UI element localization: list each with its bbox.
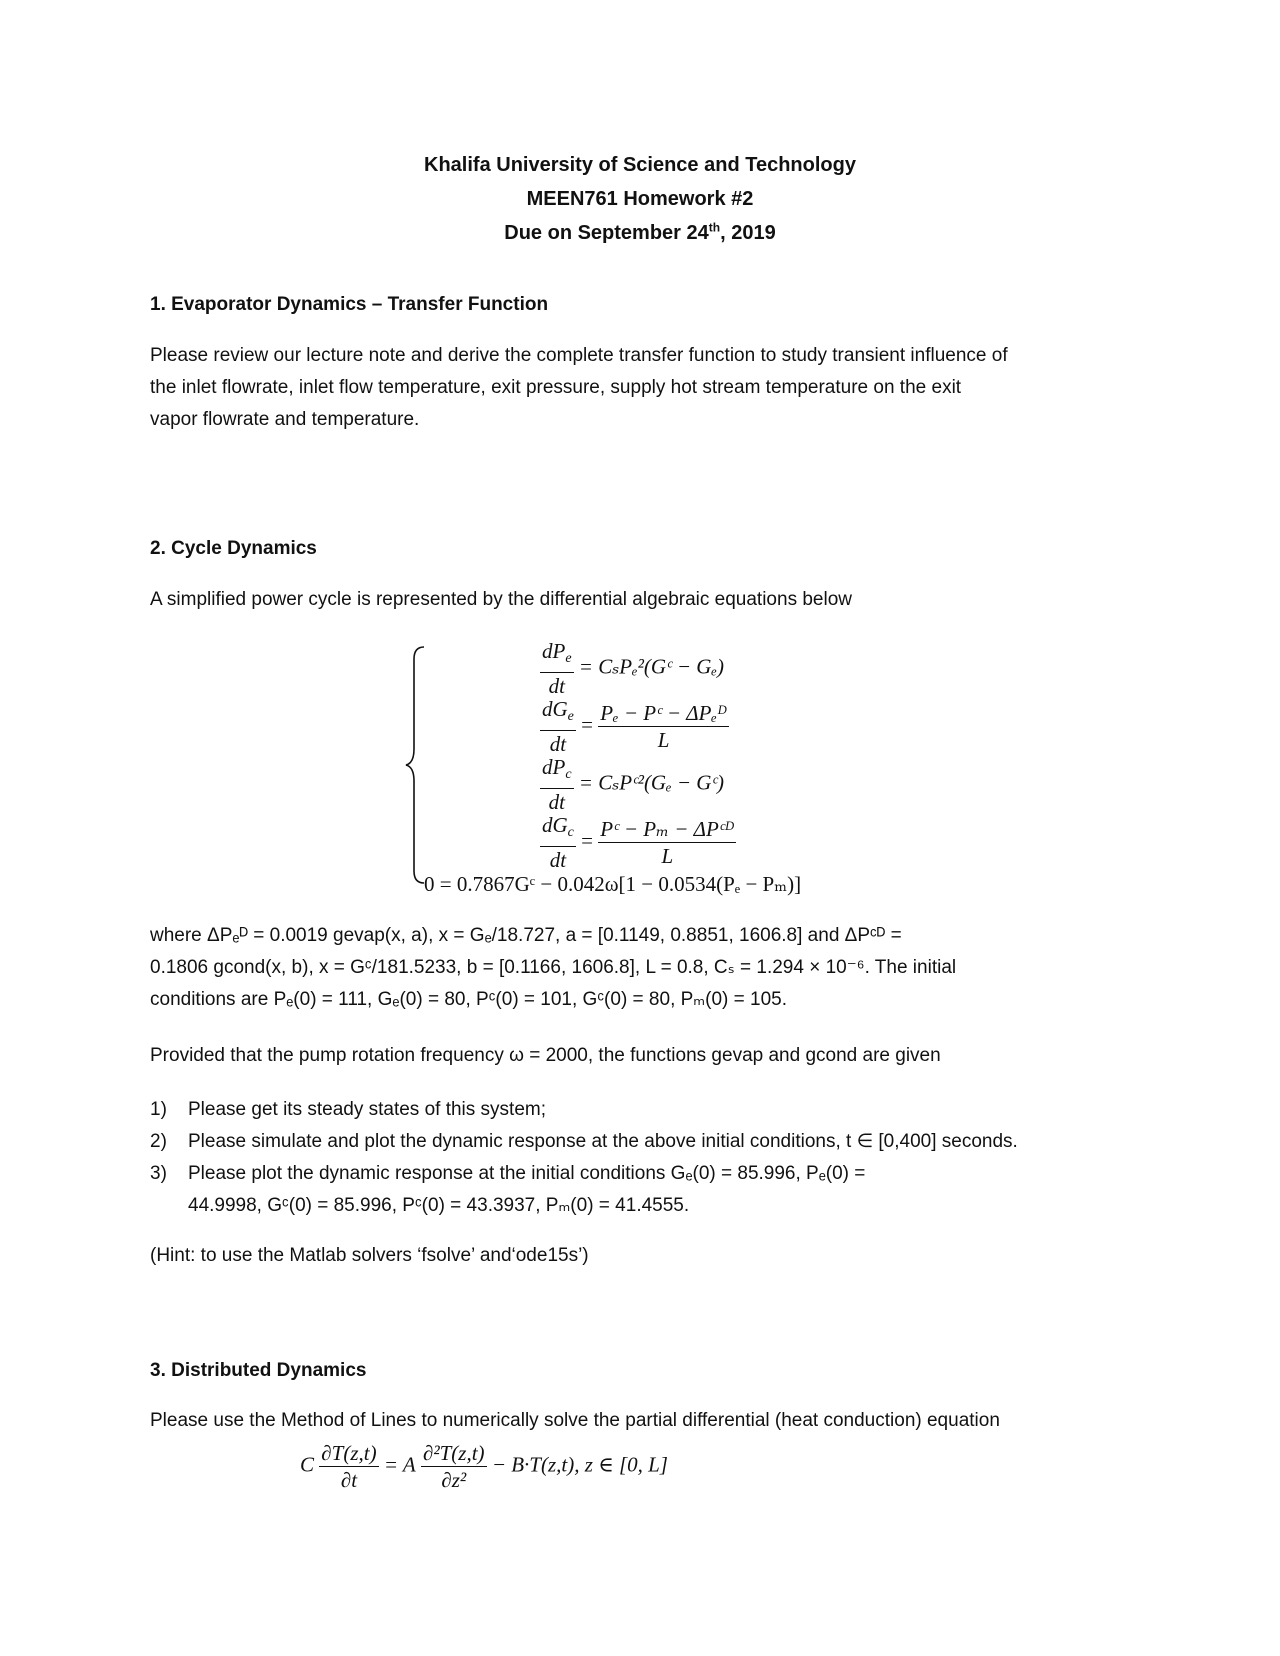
provided-text: Provided that the pump rotation frequency ω = 2000, the functions gevap and gcond are given bbox=[150, 1045, 941, 1066]
section-1-line: Please review our lecture note and derive the complete transfer function to study transient influence of bbox=[150, 345, 1008, 366]
equation-2: $\frac{dG_e}{dt}$ = $\frac{\text{Pₑ − Pᶜ − ΔPₑᴰ}}{L}$ bbox=[542, 697, 727, 756]
equation-3: $\frac{dP_c}{dt}$ = CₛPᶜ²(Gₑ − Gᶜ) bbox=[542, 755, 724, 814]
heat-equation: C $\frac{\partial T(z,t)}{\partial t}$ = A $\frac{\text{∂²T(z,t)}}{\text{∂z²}}$ − B·T(z,t), z ∈ [0, L] bbox=[300, 1441, 668, 1492]
list-item: 1) Please get its steady states of this system; bbox=[150, 1099, 546, 1120]
due-date: Due on September 24th, 2019 bbox=[504, 220, 776, 244]
list-item: 3) Please plot the dynamic response at the initial conditions Gₑ(0) = 85.996, Pₑ(0) = bbox=[150, 1163, 866, 1184]
list-item: 2) Please simulate and plot the dynamic response at the above initial conditions, t ∈ [0,400] seconds. bbox=[150, 1131, 1018, 1152]
section-2-title: 2. Cycle Dynamics bbox=[150, 538, 317, 559]
where-text bbox=[150, 920, 1150, 1016]
where-line: where ΔPₑᴰ = 0.0019 gevap(x, a), x = Gₑ/18.727, a = [0.1149, 0.8851, 1606.8] and ΔPᶜᴰ = bbox=[150, 925, 902, 946]
document-header bbox=[0, 148, 1280, 250]
section-1-body bbox=[150, 340, 1150, 436]
section-3-body: Please use the Method of Lines to numerically solve the partial differential (heat conduction) equation bbox=[150, 1410, 1000, 1431]
hint-text: (Hint: to use the Matlab solvers ‘fsolve’ and‘ode15s’) bbox=[150, 1245, 589, 1266]
where-line: conditions are Pₑ(0) = 111, Gₑ(0) = 80, Pᶜ(0) = 101, Gᶜ(0) = 80, Pₘ(0) = 105. bbox=[150, 989, 787, 1010]
equation-4: $\frac{dG_c}{dt}$ = $\frac{\text{Pᶜ − Pₘ − ΔPᶜᴰ}}{L}$ bbox=[542, 813, 735, 872]
section-1-title: 1. Evaporator Dynamics – Transfer Function bbox=[150, 294, 549, 315]
section-3-title: 3. Distributed Dynamics bbox=[150, 1360, 367, 1381]
list-item-continuation: 44.9998, Gᶜ(0) = 85.996, Pᶜ(0) = 43.3937, Pₘ(0) = 41.4555. bbox=[188, 1195, 690, 1216]
task-list bbox=[150, 1094, 1150, 1222]
where-line: 0.1806 gcond(x, b), x = Gᶜ/181.5233, b = [0.1166, 1606.8], L = 0.8, Cₛ = 1.294 × 10⁻⁶. The initial bbox=[150, 957, 957, 978]
section-1-line: vapor flowrate and temperature. bbox=[150, 409, 420, 430]
section-1-line: the inlet flowrate, inlet flow temperature, exit pressure, supply hot stream temperature on the exit bbox=[150, 377, 962, 398]
equation-1: $\frac{dP_e}{dt}$ = CₛPₑ²(Gᶜ − Gₑ) bbox=[542, 639, 724, 698]
equation-5: 0 = 0.7867Gᶜ − 0.042ω[1 − 0.0534(Pₑ − Pₘ)] bbox=[424, 872, 802, 896]
left-brace-icon bbox=[404, 645, 428, 885]
course-title: MEEN761 Homework #2 bbox=[526, 188, 754, 210]
section-2-intro: A simplified power cycle is represented by the differential algebraic equations below bbox=[150, 589, 852, 610]
university-title: Khalifa University of Science and Technology bbox=[424, 154, 856, 176]
